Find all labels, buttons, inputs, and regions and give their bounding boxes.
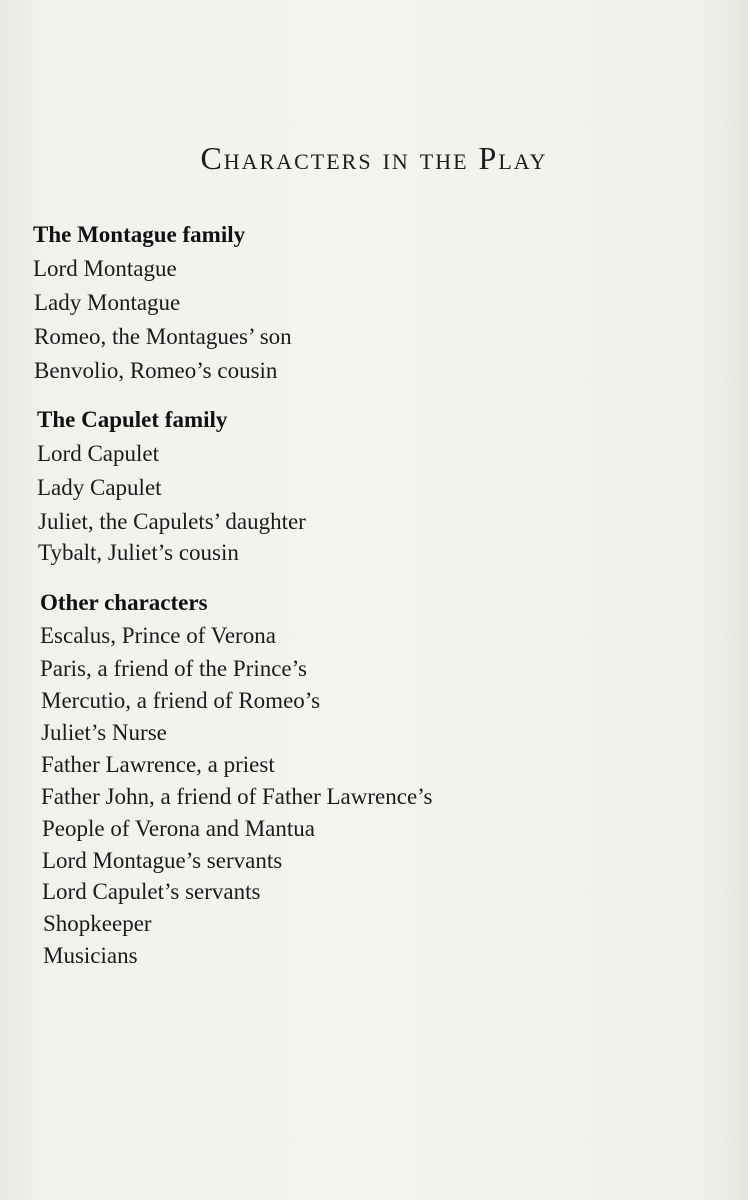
character-line: Benvolio, Romeo’s cousin	[34, 358, 278, 383]
character-line: Father John, a friend of Father Lawrence’s	[41, 784, 433, 809]
character-line: Juliet, the Capulets’ daughter	[38, 509, 306, 534]
page-title	[0, 140, 748, 177]
character-line: Lady Capulet	[37, 475, 162, 500]
character-line: People of Verona and Mantua	[42, 816, 315, 841]
character-line: Father Lawrence, a priest	[41, 752, 275, 777]
section-heading-other: Other characters	[40, 590, 208, 615]
section-heading-capulet: The Capulet family	[37, 407, 228, 432]
character-line: Lord Montague’s servants	[42, 848, 283, 873]
character-line: Juliet’s Nurse	[41, 720, 167, 745]
character-line: Lord Capulet	[37, 441, 159, 466]
page-title-text: Characters in the Play	[200, 140, 548, 176]
character-line: Shopkeeper	[43, 911, 152, 936]
character-line: Tybalt, Juliet’s cousin	[38, 540, 239, 565]
character-line: Romeo, the Montagues’ son	[34, 324, 292, 349]
character-line: Escalus, Prince of Verona	[40, 623, 276, 648]
character-line: Mercutio, a friend of Romeo’s	[41, 688, 321, 713]
character-line: Lady Montague	[34, 290, 181, 315]
character-line: Lord Capulet’s servants	[42, 879, 261, 904]
section-heading-montague: The Montague family	[33, 222, 246, 247]
character-line: Musicians	[43, 943, 138, 968]
character-line: Lord Montague	[33, 256, 177, 281]
character-line: Paris, a friend of the Prince’s	[40, 656, 307, 681]
